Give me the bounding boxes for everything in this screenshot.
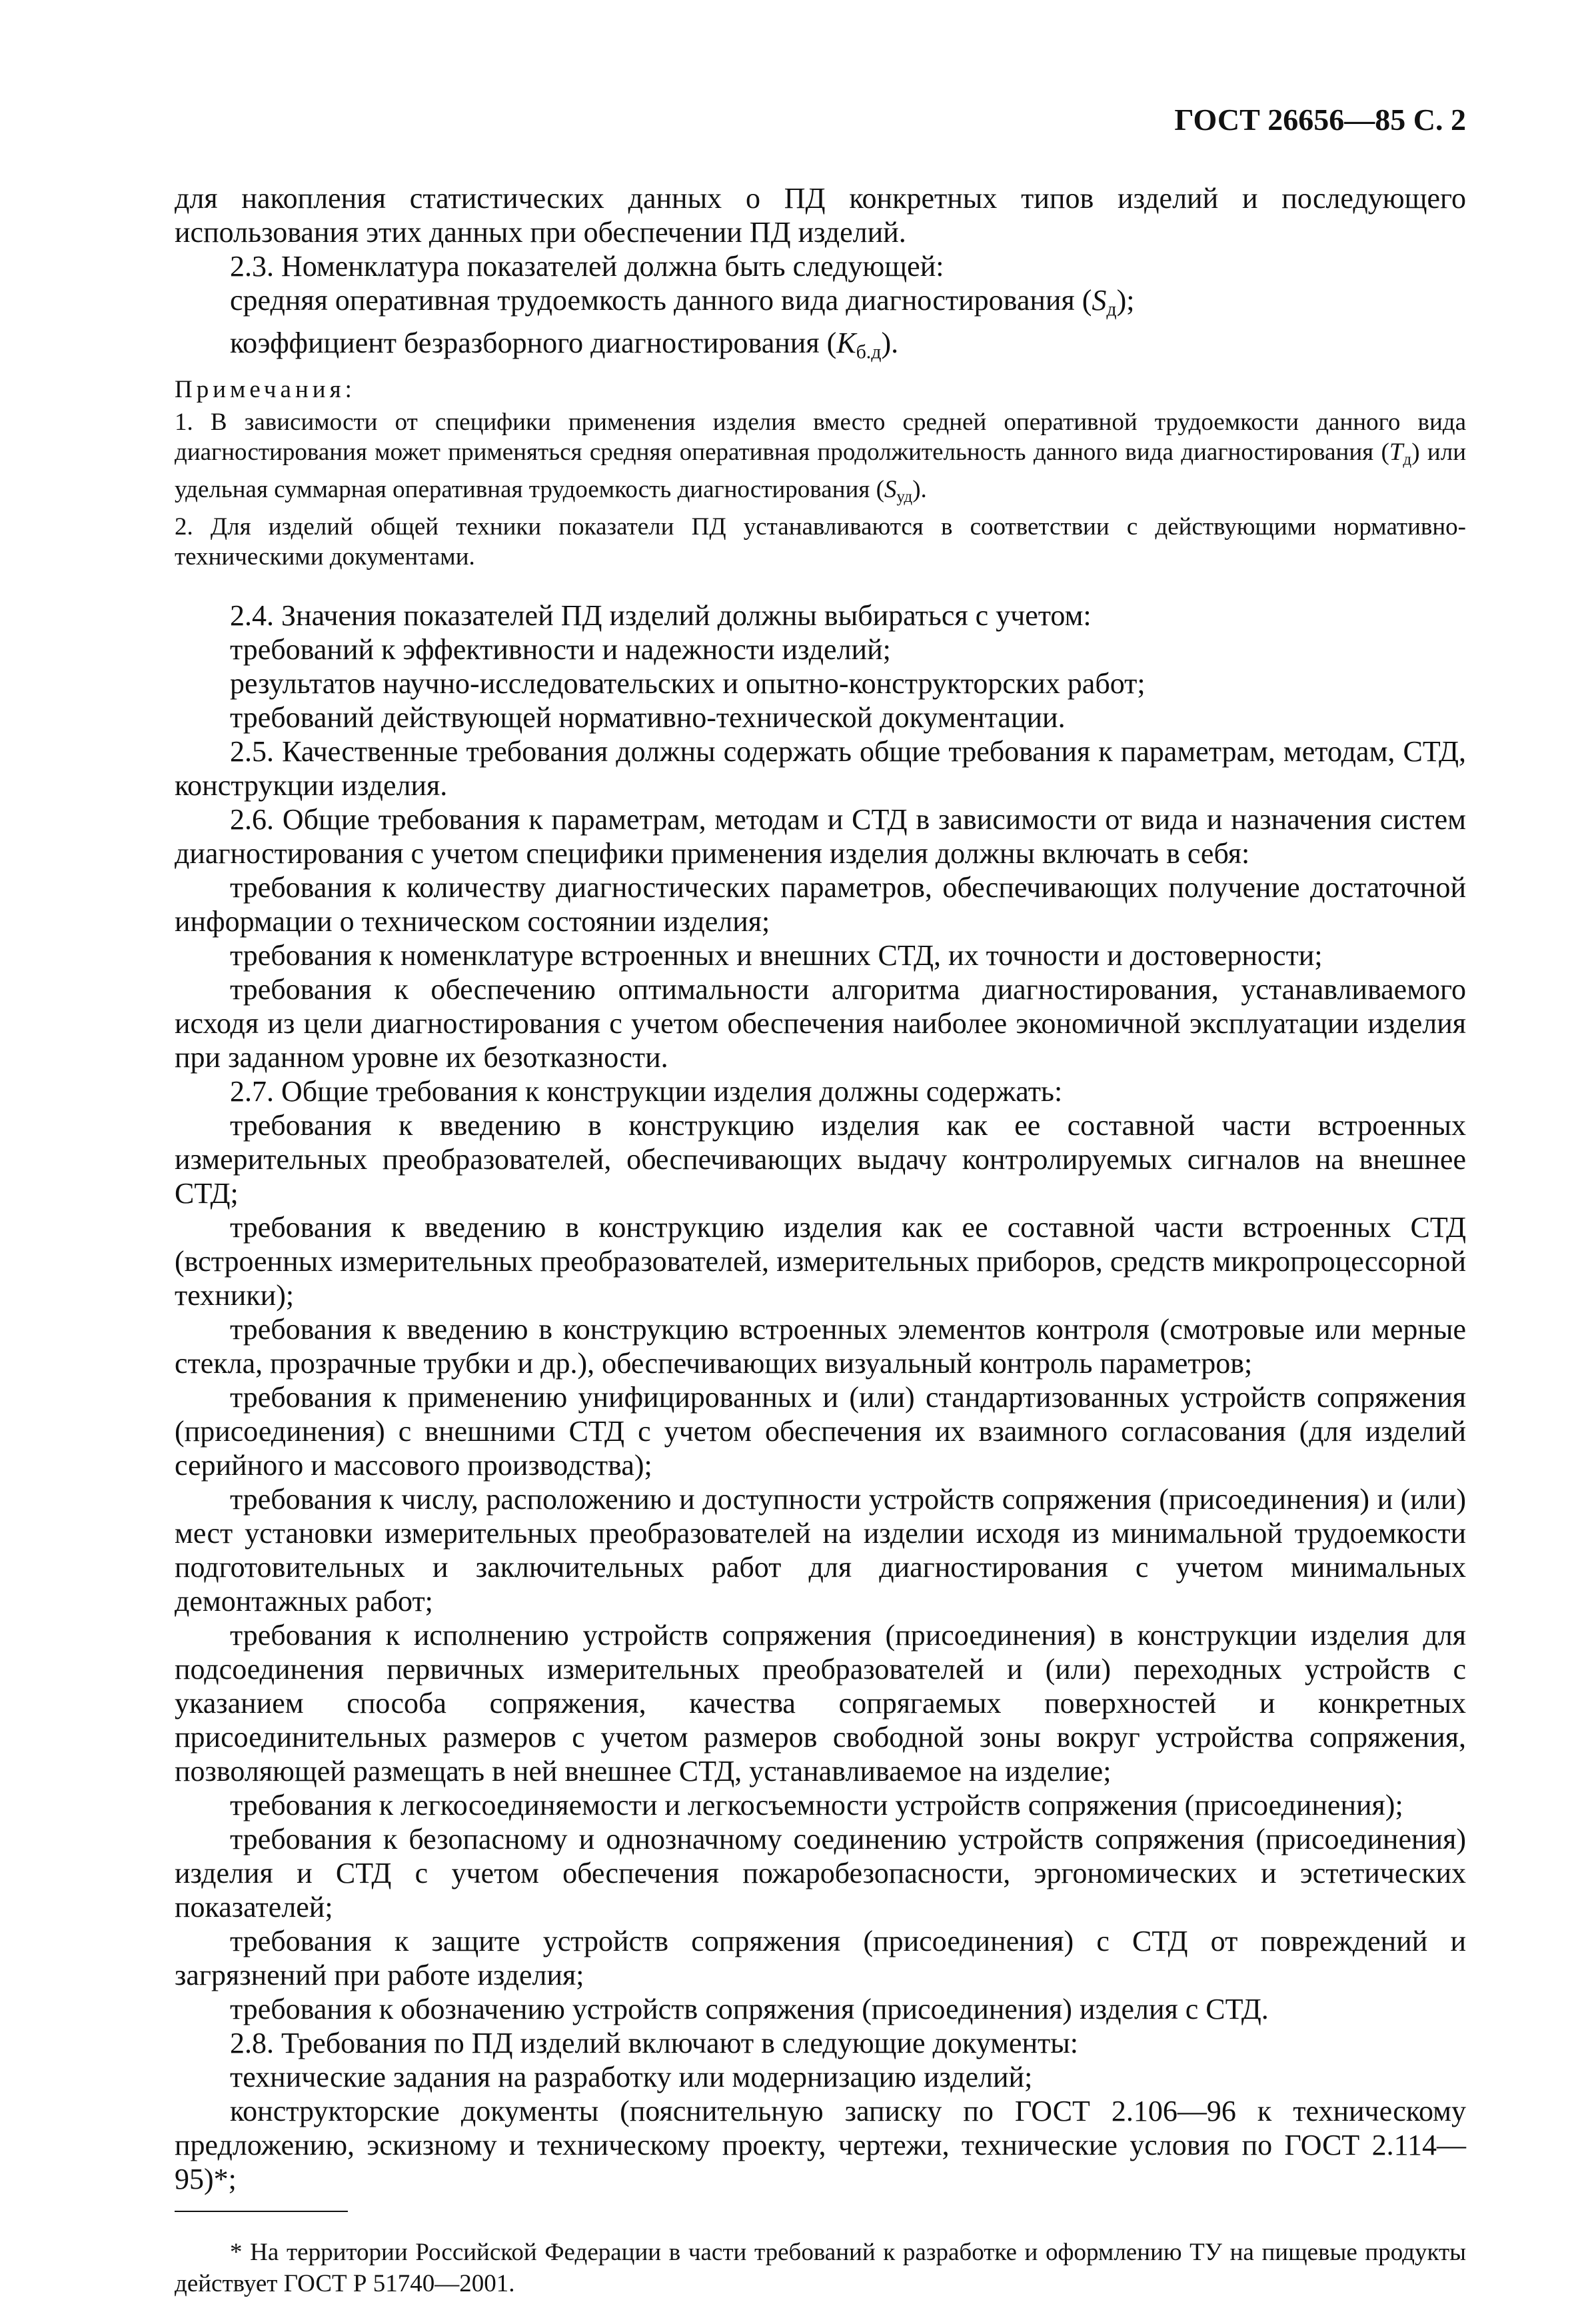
paragraph: 2.5. Качественные требования должны содержать общие требования к параметрам, методам, СТД, конструкции изделия. (175, 734, 1466, 802)
subscript: уд (896, 487, 913, 506)
notes-block (175, 375, 1466, 572)
note-text: 1. В зависимости от специфики применения изделия вместо средней оперативной трудоемкости данного вида диагностирования может применяться средняя оперативная продолжительность данного вида диагностирования ( (175, 408, 1466, 466)
section-2-3-item-2 (175, 326, 1466, 369)
note-text: ). (912, 475, 927, 503)
paragraph: 2.8. Требования по ПД изделий включают в следующие документы: (230, 2026, 1079, 2059)
document-page (175, 100, 1466, 2324)
symbol: T (1389, 438, 1403, 466)
paragraph: 2.7. Общие требования к конструкции изделия должны содержать: (230, 1074, 1063, 1108)
paragraph: результатов научно-исследовательских и опытно-конструкторских работ; (230, 666, 1146, 700)
paragraph: требования к введению в конструкцию изделия как ее составной части встроенных СТД (встроенных измерительных преобразователей, измерительных приборов, средств микропроцессорной техники); (175, 1210, 1466, 1312)
paragraph: 2.6. Общие требования к параметрам, методам и СТД в зависимости от вида и назначения систем диагностирования с учетом специфики применения изделия должны включать в себя: (175, 802, 1466, 870)
paragraph: конструкторские документы (пояснительную записку по ГОСТ 2.106—96 к техническому предложению, эскизному и техническому проекту, чертежи, технические условия по ГОСТ 2.114—95)*; (175, 2094, 1466, 2195)
paragraph: требования к обозначению устройств сопряжения (присоединения) изделия с СТД. (230, 1992, 1269, 2025)
paragraph: требований действующей нормативно-технической документации. (230, 700, 1066, 734)
paragraph: 2.4. Значения показателей ПД изделий должны выбираться с учетом: (230, 598, 1092, 632)
item-text: коэффициент безразборного диагностирования ( (230, 327, 837, 360)
subscript: д (1106, 298, 1117, 321)
requirements-body (175, 598, 1466, 2196)
paragraph: требований к эффективности и надежности изделий; (230, 632, 891, 666)
note-2: 2. Для изделий общей техники показатели ПД устанавливаются в соответствии с действующими нормативно-техническими документами. (175, 513, 1466, 571)
notes-title: Примечания: (175, 375, 356, 403)
footnote: * На территории Российской Федерации в части требований к разработке и оформлению ТУ на пищевые продукты действует ГОСТ Р 51740—2001. (175, 2238, 1466, 2297)
paragraph: требования к введению в конструкцию изделия как ее составной части встроенных измерительных преобразователей, обеспечивающих выдачу контролируемых сигналов на внешнее СТД; (175, 1108, 1466, 1210)
subscript: б.д (856, 341, 882, 363)
paragraph: требования к легкосоединяемости и легкосъемности устройств сопряжения (присоединения); (230, 1788, 1403, 1821)
paragraph: технические задания на разработку или модернизацию изделий; (230, 2060, 1033, 2093)
paragraph: требования к числу, расположению и доступности устройств сопряжения (присоединения) и (или) мест установки измерительных преобразователей на изделии исходя из минимальной трудоемкости подготовительных и заключительных работ для диагностирования с учетом минимальных демонтажных работ; (175, 1482, 1466, 1618)
paragraph: требования к применению унифицированных и (или) стандартизованных устройств сопряжения (присоединения) с внешними СТД с учетом обеспечения их взаимного согласования (для изделий серийного и массового производства); (175, 1380, 1466, 1482)
item-end: ); (1116, 284, 1135, 317)
item-text: средняя оперативная трудоемкость данного вида диагностирования ( (230, 284, 1092, 317)
footnote-divider (175, 2211, 348, 2212)
section-2-3-title: 2.3. Номенклатура показателей должна быть следующей: (230, 250, 944, 283)
intro-paragraph: для накопления статистических данных о ПД конкретных типов изделий и последующего использования этих данных при обеспечении ПД изделий. (175, 182, 1466, 249)
document-body (175, 181, 1466, 369)
paragraph: требования к безопасному и однозначному соединению устройств сопряжения (присоединения) изделия и СТД с учетом обеспечения пожаробезопасности, эргономических и эстетических показателей; (175, 1822, 1466, 1923)
subscript: д (1403, 450, 1412, 469)
symbol: S (884, 475, 897, 503)
page-header: ГОСТ 26656—85 С. 2 (1174, 103, 1466, 137)
section-2-3-item-1 (175, 283, 1466, 326)
paragraph: требования к количеству диагностических параметров, обеспечивающих получение достаточной информации о техническом состоянии изделия; (175, 870, 1466, 938)
paragraph: требования к обеспечению оптимальности алгоритма диагностирования, устанавливаемого исходя из цели диагностирования с учетом обеспечения наиболее экономичной эксплуатации изделия при заданном уровне их безотказности. (175, 972, 1466, 1074)
note-1 (175, 407, 1466, 512)
paragraph: требования к номенклатуре встроенных и внешних СТД, их точности и достоверности; (230, 938, 1323, 972)
symbol: S (1092, 284, 1107, 317)
item-end: ). (881, 327, 899, 360)
paragraph: требования к защите устройств сопряжения (присоединения) с СТД от повреждений и загрязнений при работе изделия; (175, 1924, 1466, 1991)
paragraph: требования к введению в конструкцию встроенных элементов контроля (смотровые или мерные стекла, прозрачные трубки и др.), обеспечивающих визуальный контроль параметров; (175, 1312, 1466, 1380)
paragraph: требования к исполнению устройств сопряжения (присоединения) в конструкции изделия для подсоединения первичных измерительных преобразователей и (или) переходных устройств с указанием способа сопряжения, качества сопрягаемых поверхностей и конкретных присоединительных размеров с учетом размеров свободной зоны вокруг устройства сопряжения, позволяющей размещать в ней внешнее СТД, устанавливаемое на изделие; (175, 1618, 1466, 1787)
symbol: K (836, 327, 856, 360)
note-text: ) или удельная суммарная оперативная трудоемкость диагностирования ( (175, 438, 1466, 503)
